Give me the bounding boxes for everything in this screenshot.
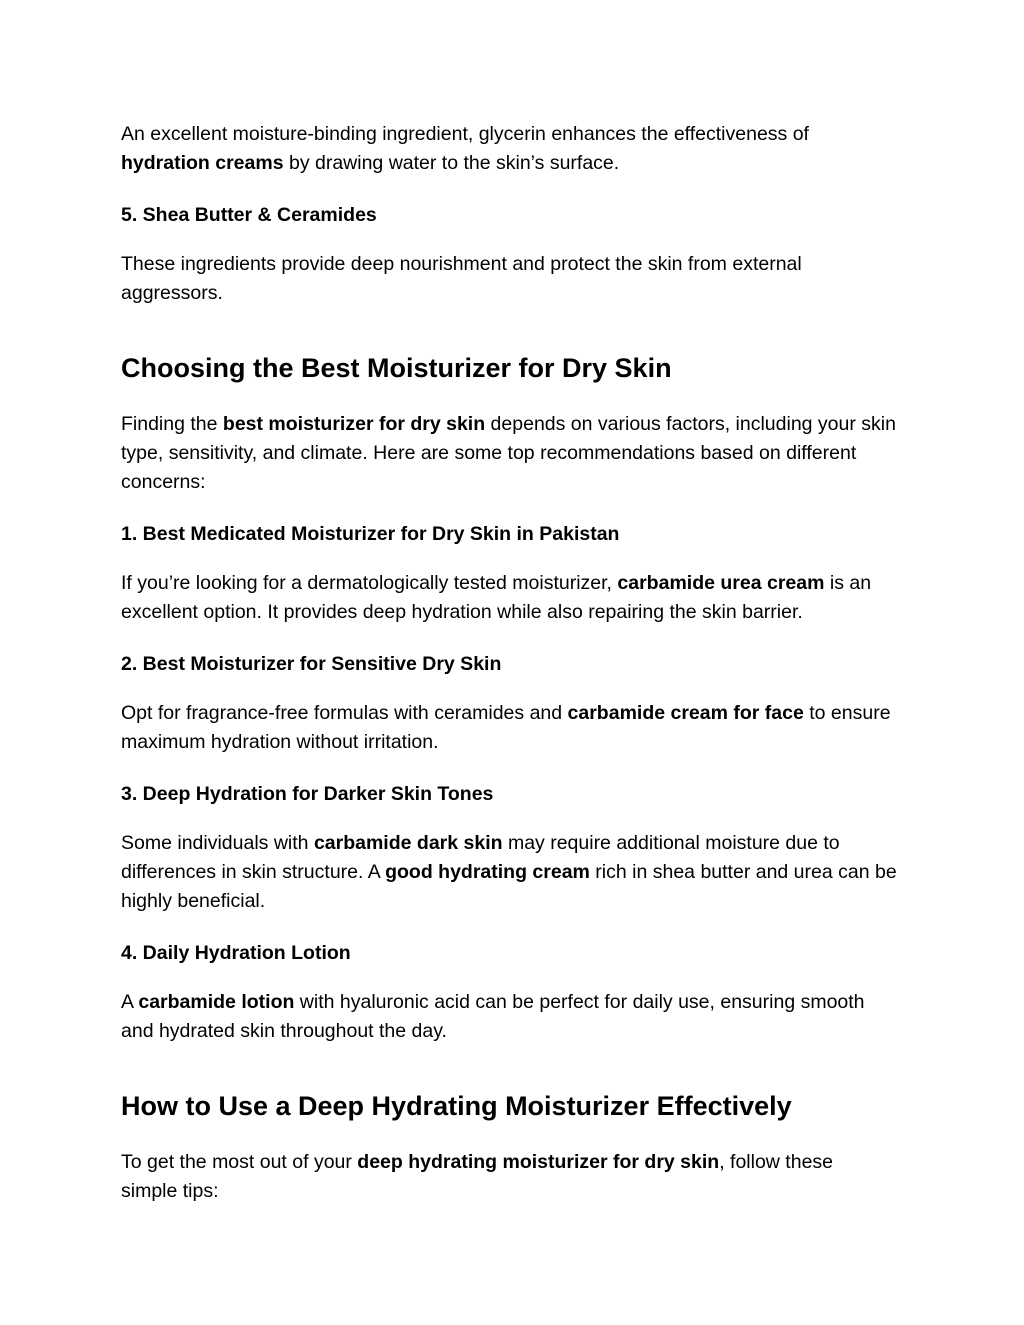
- item4-paragraph: A carbamide lotion with hyaluronic acid can be perfect for daily use, ensuring smooth and hydrated skin throughout the day.: [121, 991, 865, 1042]
- keyword-hydration-creams: hydration creams: [121, 152, 284, 174]
- shea-heading: 5. Shea Butter & Ceramides: [121, 204, 377, 226]
- howto-heading: How to Use a Deep Hydrating Moisturizer Effectively: [121, 1091, 792, 1121]
- item2-paragraph: Opt for fragrance-free formulas with ceramides and carbamide cream for face to ensure maximum hydration without irritation.: [121, 702, 891, 753]
- keyword-deep-hydrating-moisturizer: deep hydrating moisturizer for dry skin: [357, 1151, 720, 1173]
- choosing-heading: Choosing the Best Moisturizer for Dry Skin: [121, 353, 672, 383]
- document-page: [121, 120, 906, 1206]
- choosing-intro: Finding the best moisturizer for dry skin depends on various factors, including your skin type, sensitivity, and climate. Here are some top recommendations based on different concerns:: [121, 413, 896, 493]
- item3-heading: 3. Deep Hydration for Darker Skin Tones: [121, 783, 494, 805]
- keyword-carbamide-cream-face: carbamide cream for face: [567, 702, 804, 724]
- item4-heading: 4. Daily Hydration Lotion: [121, 942, 351, 964]
- glycerin-paragraph: An excellent moisture-binding ingredient, glycerin enhances the effectiveness of hydration creams by drawing water to the skin’s surface.: [121, 123, 809, 174]
- howto-paragraph: To get the most out of your deep hydrating moisturizer for dry skin, follow these simple tips:: [121, 1151, 834, 1202]
- keyword-good-hydrating-cream: good hydrating cream: [385, 861, 590, 883]
- item3-paragraph: Some individuals with carbamide dark skin may require additional moisture due to differences in skin structure. A good hydrating cream rich in shea butter and urea can be highly beneficial.: [121, 832, 897, 912]
- shea-paragraph: These ingredients provide deep nourishment and protect the skin from external aggressors.: [121, 253, 802, 304]
- keyword-carbamide-dark-skin: carbamide dark skin: [313, 832, 503, 854]
- keyword-carbamide-urea-cream: carbamide urea cream: [617, 572, 825, 594]
- item1-paragraph: If you’re looking for a dermatologically tested moisturizer, carbamide urea cream is an excellent option. It provides deep hydration while also repairing the skin barrier.: [121, 572, 872, 623]
- item2-heading: 2. Best Moisturizer for Sensitive Dry Skin: [121, 653, 502, 675]
- item1-heading: 1. Best Medicated Moisturizer for Dry Skin in Pakistan: [121, 523, 620, 545]
- keyword-carbamide-lotion: carbamide lotion: [138, 991, 295, 1013]
- keyword-best-moisturizer: best moisturizer for dry skin: [222, 413, 486, 435]
